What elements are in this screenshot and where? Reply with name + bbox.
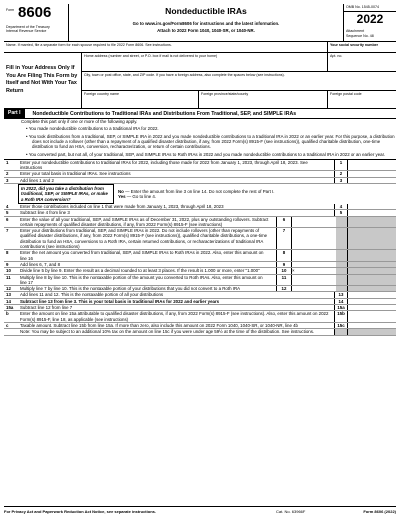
line-box: 6 — [276, 217, 292, 228]
address-instruction: Fill in Your Address Only If You Are Filing This Form by Itself and Not With Your Tax Return — [4, 53, 82, 108]
line-number-blank — [4, 329, 20, 334]
city-field[interactable]: City, town or post office, state, and ZIP code. If you have a foreign address, also complete the spaces below (see instructions). — [84, 73, 285, 77]
line-box: 1 — [334, 160, 347, 171]
department — [6, 25, 50, 34]
apt-field[interactable]: Apt. no. — [327, 53, 396, 71]
decision-question: In 2022, did you take a distribution from traditional, SEP, or SIMPLE IRAs, or make a Roth IRA conversion? — [18, 184, 114, 204]
amount-field[interactable] — [347, 210, 396, 215]
amount-field[interactable] — [347, 323, 396, 328]
note-line — [4, 329, 396, 335]
line-number: 12 — [6, 286, 11, 292]
line-number: c — [6, 322, 9, 328]
bullet-item: • You made nondeductible contributions to a traditional IRA for 2022. — [26, 126, 159, 132]
shaded-amount — [347, 250, 396, 261]
amount-field[interactable] — [347, 305, 396, 310]
line-box: 15a — [334, 305, 347, 310]
form-id-block — [4, 4, 69, 41]
inner-line — [4, 250, 396, 262]
line-box: 7 — [276, 228, 292, 249]
amount-field[interactable] — [292, 228, 336, 249]
address-fields — [82, 53, 396, 108]
no-label: No — [118, 188, 124, 194]
line-number: 8 — [6, 250, 9, 256]
line-box: 12 — [276, 286, 292, 291]
line-box: 10 — [276, 268, 292, 273]
no-option[interactable]: No — Enter the amount from line 3 on line 14. Do not complete the rest of Part I. — [118, 188, 275, 194]
shaded-amount — [347, 268, 396, 273]
line-text: Enter the amount on line 15a attributable to qualified disaster distributions, if any, from 2022 Form(s) 8915-F (see instructions). Also, enter this amount on 2022 Form(s) 8915-F, line 18, as applicable (see instructions) — [20, 311, 329, 322]
address-section — [4, 53, 396, 109]
bullet-text: You made nondeductible contributions to a traditional IRA for 2022. — [28, 126, 159, 132]
form-header — [4, 4, 396, 42]
amount-field[interactable] — [347, 292, 396, 297]
attachment-label: Attachment — [346, 29, 365, 33]
shaded-amount — [347, 286, 396, 291]
amount-field[interactable] — [292, 286, 336, 291]
decision-options — [114, 189, 274, 200]
cat-number: Cat. No. 63966F — [276, 509, 306, 514]
line-number: 13 — [6, 292, 11, 298]
home-address-field[interactable]: Home address (number and street, or P.O. box if mail is not delivered to your home) — [84, 54, 218, 58]
line-text: Enter your nondeductible contributions to traditional IRAs for 2022, including those made for 2022 from January 1, 2023, through April 18, 2023. See instructions — [20, 159, 308, 171]
bullet-item: • You took distributions from a traditional, SEP, or SIMPLE IRA in 2022 and you made nondeductible contributions to a traditional IRA in 2022 or an earlier year. For this purpose, a distribution does not include a rollover (other than a repayment of a qualified disaster distribution, if any, from 2022 Form(s) 8915-F (see instructions)), qualified charitable distribution, one-time distribution to fund an HSA, conversion, recharacterization, or return of certain contributions. — [26, 133, 395, 150]
form-line — [4, 311, 396, 323]
amount-field[interactable] — [292, 262, 336, 267]
line-text: Multiply line 8 by line 10. This is the nontaxable portion of the amount you converted to Roth IRAs. Also, enter this amount on line 17 — [20, 274, 263, 285]
shaded-amount — [347, 262, 396, 267]
line-text: Subtract line 4 from line 3 — [20, 210, 70, 216]
line-text: Add lines 1 and 2 — [20, 177, 54, 183]
dept-line2: Internal Revenue Service — [6, 29, 47, 34]
instructions-line: Go to www.irs.gov/Form8606 for instructions and the latest information. — [132, 21, 280, 26]
line-text: Enter the net amount you converted from traditional, SEP, and SIMPLE IRAs to Roth IRAs in 2022. Also, enter this amount on line 16 — [20, 250, 264, 261]
attachment-seq — [346, 29, 374, 38]
part1-title: Nondeductible Contributions to Traditional IRAs and Distributions From Traditional, SEP, and SIMPLE IRAs — [32, 110, 297, 117]
line-box: 15b — [334, 311, 347, 322]
line-text: Add lines 6, 7, and 8 — [20, 261, 61, 267]
amount-field[interactable] — [347, 171, 396, 176]
foreign-postal-field[interactable]: Foreign postal code — [330, 92, 362, 96]
dept-line1: Department of the Treasury — [6, 25, 50, 29]
amount-field[interactable] — [292, 250, 336, 261]
privacy-notice: For Privacy Act and Paperwork Reduction Act Notice, see separate instructions. — [4, 509, 156, 514]
line-number: 7 — [6, 228, 9, 234]
inner-line — [4, 275, 396, 287]
amount-field[interactable] — [347, 311, 396, 322]
foreign-row — [82, 91, 396, 109]
note-text: Note: You may be subject to an additional 10% tax on the amount on line 15c if you were under age 59½ at the time of the distribution. See instructions. — [20, 329, 315, 335]
part1-header — [4, 109, 396, 119]
shaded-amount — [347, 228, 396, 249]
shaded-amount — [347, 275, 396, 286]
line-text: Divide line 5 by line 9. Enter the result as a decimal rounded to at least 3 places. If the result is 1.000 or more, enter "1.000" — [20, 268, 260, 274]
form-word: Form — [6, 8, 15, 12]
city-row — [82, 72, 396, 91]
bullet-text: You took distributions from a traditional, SEP, or SIMPLE IRA in 2022 and you made nondeductible contributions to a traditional IRA in 2022 or an earlier year. For this purpose, a distribution does not include a rollover (other than a repayment of a qualified disaster distribution, if any, from 2022 Form(s) 8915-F (see instructions)), qualified charitable distribution, one-time distribution to fund an HSA, conversion, recharacterization, or return of certain contributions. — [28, 133, 395, 150]
title-block — [69, 4, 343, 41]
line-box: 5 — [334, 210, 347, 215]
line-box: 2 — [334, 171, 347, 176]
line-box: 14 — [334, 299, 347, 304]
name-row — [4, 42, 396, 53]
line-box: 11 — [276, 275, 292, 286]
form-line — [4, 178, 396, 184]
year-block — [343, 4, 396, 41]
sequence-label: Sequence No. 48 — [346, 33, 374, 38]
line-box: 4 — [334, 204, 347, 209]
line-number: 5 — [6, 210, 9, 216]
line-text: Enter those contributions included on line 1 that were made from January 1, 2023, through April 18, 2023 — [20, 203, 224, 209]
name-field[interactable]: Name. If married, file a separate form for each spouse required to file 2022 Form 8606. See instructions. — [6, 43, 172, 47]
shaded-amount — [347, 329, 396, 334]
line-box: 15c — [334, 323, 347, 328]
amount-field[interactable] — [347, 299, 396, 304]
form-title: Nondeductible IRAs — [165, 6, 247, 16]
home-address-row — [82, 53, 396, 72]
line-number: 14 — [6, 298, 11, 304]
line-text: Enter your total basis in traditional IRAs. See instructions — [20, 171, 131, 177]
tax-year: 2022 — [356, 12, 384, 26]
amount-field[interactable] — [347, 178, 396, 183]
form-page — [4, 4, 396, 514]
shaded-box — [334, 329, 347, 334]
form-footer — [4, 506, 396, 514]
amount-field[interactable] — [347, 160, 396, 171]
bullet-item: • You converted part, but not all, of your traditional, SEP, and SIMPLE IRAs to Roth IRAs in 2022 and you made nondeductible contributions to a traditional IRA in 2022 or an earlier year. — [26, 151, 386, 157]
line-number: b — [6, 311, 9, 317]
part1-tag: Part I — [4, 109, 25, 118]
line-box: 3 — [334, 178, 347, 183]
attach-line: Attach to 2022 Form 1040, 1040-SR, or 1040-NR. — [157, 28, 255, 33]
form-footer-id: Form 8606 (2022) — [363, 509, 396, 514]
amount-field[interactable] — [292, 275, 336, 286]
line-text: Enter your distributions from traditional, SEP, and SIMPLE IRAs in 2022. Do not include rollovers (other than repayments of qualified disaster distributions, if any, from 2022 Form(s) 8915-F (see instructions)), qualified charitable distributions, a one-time distribution to fund an HSA, conversions to a Roth IRA, certain returned contributions, or recharacterizations of traditional IRA contributions (see instructions) — [20, 228, 268, 250]
line-number: 9 — [6, 261, 9, 267]
line-number: 6 — [6, 216, 9, 222]
line-number: 3 — [6, 177, 9, 183]
decision-block — [4, 184, 396, 204]
decimal-mark: × — [292, 268, 295, 274]
line-text: Multiply line 7 by line 10. This is the nontaxable portion of your distributions that you did not convert to a Roth IRA — [20, 286, 241, 292]
line-text: Add lines 11 and 12. This is the nontaxable portion of all your distributions — [20, 292, 164, 298]
amount-field[interactable] — [292, 217, 336, 228]
line-text: Subtract line 12 from line 7 — [20, 305, 73, 311]
foreign-country-field[interactable]: Foreign country name — [82, 91, 199, 109]
line-box: 9 — [276, 262, 292, 267]
yes-label: Yes — [118, 194, 126, 200]
line-text: Enter the value of all your traditional, SEP, and SIMPLE IRAs as of December 31, 2022, plus any outstanding rollovers. Subtract certain repayments of qualified disaster distributions, if any, from 2022 Form(s) 8915-F (see instructions) — [20, 216, 269, 227]
yes-text: Go to line 4. — [132, 194, 157, 200]
line-number: 11 — [6, 274, 11, 280]
part1-intro: Complete this part only if one or more of the following apply. — [21, 119, 138, 124]
ssn-field[interactable]: Your social security number — [327, 42, 396, 52]
foreign-province-field[interactable]: Foreign province/state/county — [199, 91, 328, 109]
line-box: 13 — [334, 292, 347, 297]
form-number: 8606 — [18, 4, 52, 21]
line-box: 8 — [276, 250, 292, 261]
line-number: 15a — [6, 305, 14, 311]
form-line — [4, 160, 396, 172]
form-lines — [4, 159, 396, 336]
decimal-field[interactable] — [292, 268, 336, 273]
omb-number: OMB No. 1545-0074 — [344, 4, 396, 12]
yes-option[interactable]: Yes — Go to line 4. — [118, 194, 157, 200]
bullet-text: You converted part, but not all, of your traditional, SEP, and SIMPLE IRAs to Roth IRAs in 2022 and you made nondeductible contributions to a traditional IRA in 2022 or an earlier year. — [28, 151, 386, 157]
shaded-amount — [347, 217, 396, 228]
inner-line — [4, 217, 396, 229]
line-text: Subtract line 13 from line 3. This is your total basis in traditional IRAs for 2022 and earlier years — [20, 298, 220, 304]
line-number: 1 — [6, 159, 9, 165]
line-number: 4 — [6, 203, 9, 209]
line-number: 2 — [6, 171, 9, 177]
no-text: Enter the amount from line 3 on line 14. Do not complete the rest of Part I. — [130, 188, 275, 194]
line-number: 10 — [6, 268, 11, 274]
inner-line — [4, 228, 396, 250]
amount-field[interactable] — [347, 204, 396, 209]
line-text: Taxable amount. Subtract line 15b from line 15a. If more than zero, also include this amount on 2022 Form 1040, 1040-SR, or 1040-NR, line 4b — [20, 322, 298, 328]
